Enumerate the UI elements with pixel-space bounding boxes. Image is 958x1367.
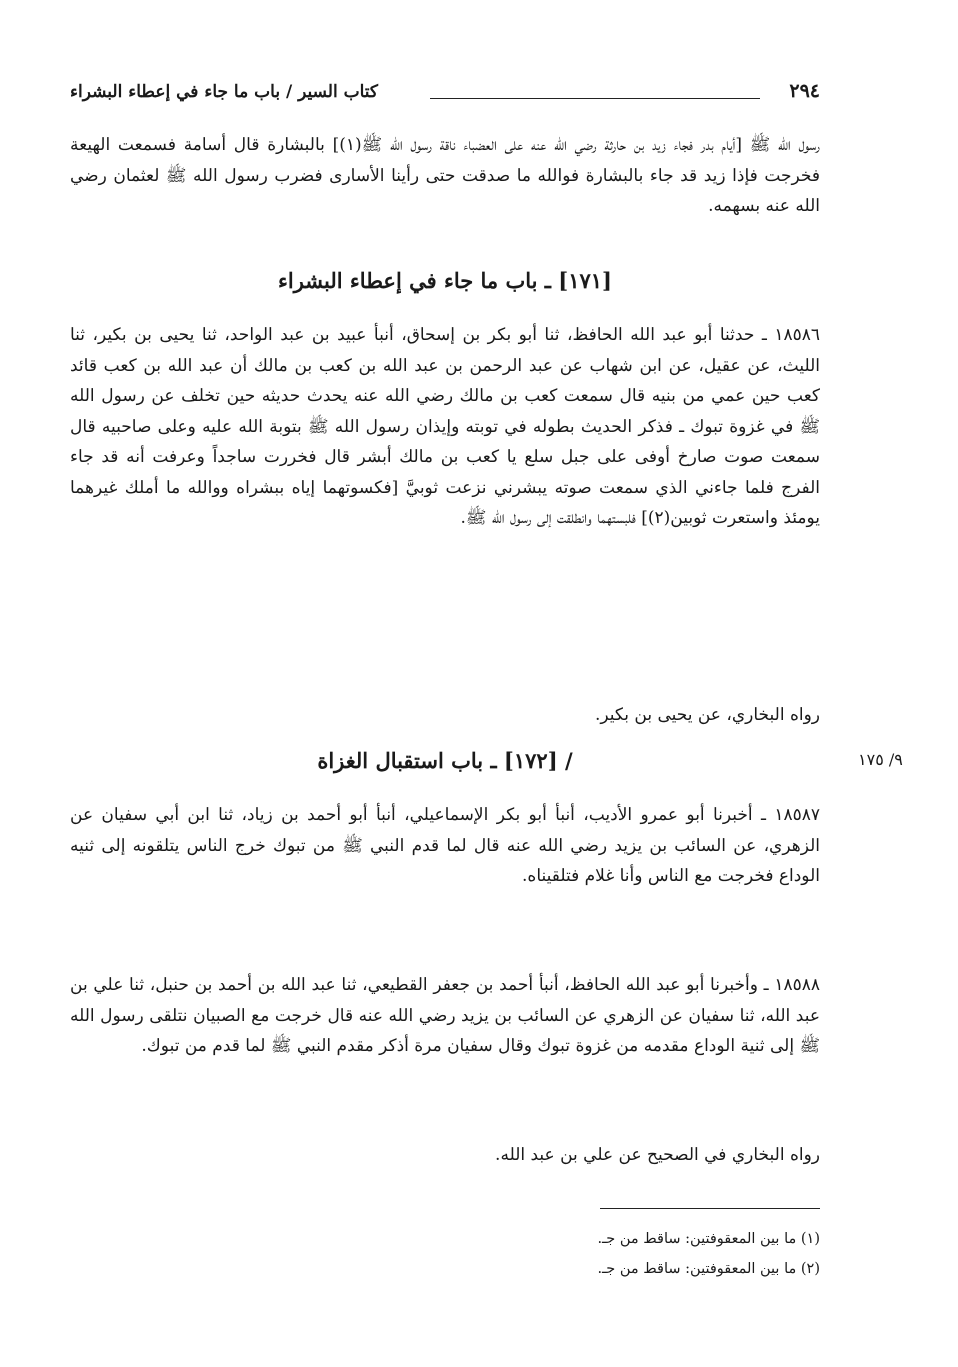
margin-reference: ٩/ ١٧٥ [858, 750, 903, 769]
footnote-rule [600, 1208, 820, 1209]
page-header [70, 80, 820, 110]
hadith-18587: ١٨٥٨٧ ـ أخبرنا أبو عمرو الأديب، أنبأ أبو بكر الإسماعيلي، أنبأ أبو أحمد بن زياد، ثنا ابن أبي سفيان عن الزهري، عن السائب بن يزيد رضي الله عنه قال لما قدم النبي ﷺ من تبوك خرج الناس يتلقونه إلى ثنيه الوداع فخرجت مع الناس وأنا غلام فتلقيناه. [70, 805, 820, 886]
hadith-18588: ١٨٥٨٨ ـ وأخبرنا أبو عبد الله الحافظ، أنبأ أحمد بن جعفر القطيعي، ثنا عبد الله بن أحمد بن حنبل، ثنا علي بن عبد الله، ثنا سفيان عن الزهري عن السائب بن يزيد رضي الله عنه قال خرجت مع الصبيان نتلقى رسول الله ﷺ إلى ثنية الوداع مقدمه من غزوة تبوك وقال سفيان مرة أذكر مقدم النبي ﷺ لما قدم من تبوك. [70, 975, 820, 1056]
running-title: كتاب السير / باب ما جاء في إعطاء البشراء [70, 82, 379, 102]
footnote-2: (٢) ما بين المعقوفتين: ساقط من جـ. [597, 1261, 820, 1277]
hadith-18586: ١٨٥٨٦ ـ حدثنا أبو عبد الله الحافظ، ثنا أبو بكر بن إسحاق، أنبأ عبيد بن عبد الواحد، ثنا يحيى بن بكير، ثنا الليث، عن عقيل، عن ابن شهاب عن عبد الرحمن بن عبد الله بن كعب بن مالك أن عبد الله بن كعب قائد كعب حين عمي من بنيه قال سمعت كعب بن مالك رضي الله عنه يحدث حديثه حين تخلف عن رسول الله ﷺ في غزوة تبوك ـ فذكر الحديث بطوله في توبته وإيذان رسول الله ﷺ بتوبة الله عليه وعلى صاحبيه قال سمعت صوت صارخ أوفى على جبل سلع يا كعب بن مالك أبشر قال فخررت ساجداً وعرفت أنه قد جاء الفرج فلما جاءني الذي سمعت صوته يبشرني نزعت ثوبيَّ [فكسوتهما إياه ببشراه ووالله ما أملك غيرهما يومئذ واستعرت ثوبين(٢)] فلبستهما وانطلقت إلى رسول الله ﷺ. [70, 325, 820, 528]
header-rule [430, 98, 760, 99]
paragraph-continuation: رسول الله ﷺ [أيام بدر فجاء زيد بن حارثة رضي الله عنه على العضباء ناقة رسول الله ﷺ(١)] بالبشارة قال أسامة فسمعت الهيعة فخرجت فإذا زيد قد جاء بالبشارة فوالله ما صدقت حتى رأينا الأسارى فضرب رسول الله ﷺ لعثمان رضي الله عنه بسهمه. [70, 135, 820, 216]
narration-note-1: رواه البخاري، عن يحيى بن بكير. [594, 705, 820, 725]
narration-note-2: رواه البخاري في الصحيح عن علي بن عبد الله. [495, 1145, 820, 1165]
page-number: ٢٩٤ [789, 80, 820, 102]
chapter-heading-172: / [١٧٢] ـ باب استقبال الغزاة [317, 748, 573, 773]
footnote-1: (١) ما بين المعقوفتين: ساقط من جـ. [597, 1231, 820, 1247]
chapter-heading-171: [١٧١] ـ باب ما جاء في إعطاء البشراء [278, 268, 612, 293]
